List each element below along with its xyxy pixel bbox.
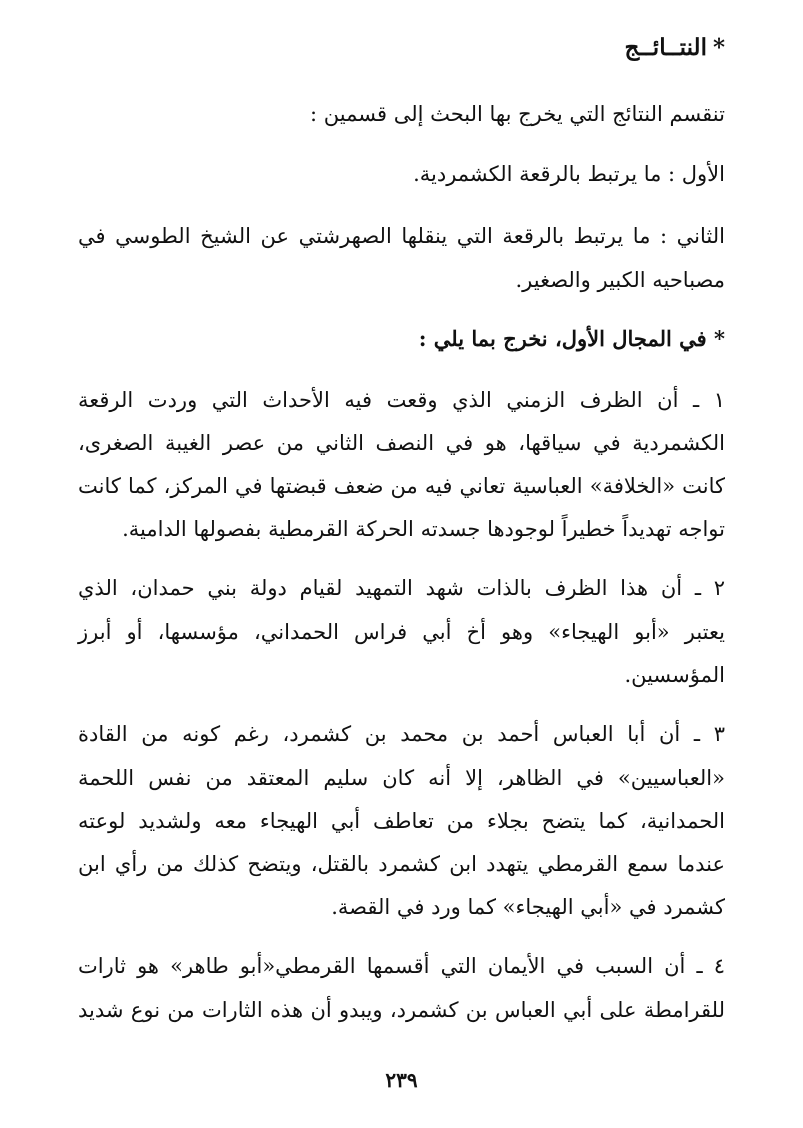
paragraph-1-line-3: كانت «الخلافة» العباسية تعاني فيه من ضعف قبضتها في المركز، كما كانت: [78, 474, 725, 498]
second-section-line-1: الثاني : ما يرتبط بالرقعة التي ينقلها الصهرشتي عن الشيخ الطوسي في: [78, 224, 725, 248]
paragraph-3-line-3: الحمدانية، كما يتضح بجلاء من تعاطف أبي الهيجاء معه ولشديد لوعته: [78, 809, 725, 833]
paragraph-3-line-2: «العباسيين» في الظاهر، إلا أنه كان سليم المعتقد من نفس اللحمة: [78, 766, 725, 790]
section-heading: [624, 34, 725, 61]
heading-star: *: [712, 34, 725, 61]
paragraph-3-line-1: ٣ ـ أن أبا العباس أحمد بن محمد بن كشمرد، رغم كونه من القادة: [78, 722, 725, 746]
paragraph-2-line-2: يعتبر «أبو الهيجاء» وهو أخ أبي فراس الحمداني، مؤسسها، أو أبرز: [78, 620, 725, 644]
paragraph-3-line-5: كشمرد في «أبي الهيجاء» كما ورد في القصة.: [331, 895, 725, 919]
second-section-line-2: مصباحيه الكبير والصغير.: [515, 268, 725, 292]
heading-title: النتــائــج: [624, 34, 707, 61]
first-section-line: الأول : ما يرتبط بالرقعة الكشمردية.: [413, 162, 725, 186]
paragraph-1-line-4: تواجه تهديداً خطيراً لوجودها جسدته الحركة القرمطية بفصولها الدامية.: [122, 517, 725, 541]
paragraph-4-line-1: ٤ ـ أن السبب في الأيمان التي أقسمها القرمطي«أبو طاهر» هو ثارات: [78, 954, 725, 978]
page-number: ٢٣٩: [385, 1068, 418, 1092]
paragraph-2-line-1: ٢ ـ أن هذا الظرف بالذات شهد التمهيد لقيام دولة بني حمدان، الذي: [78, 576, 725, 600]
paragraph-1-line-2: الكشمردية في سياقها، هو في النصف الثاني من عصر الغيبة الصغرى،: [78, 431, 725, 455]
intro-line: تنقسم النتائج التي يخرج بها البحث إلى قسمين :: [310, 102, 725, 126]
first-field-intro: * في المجال الأول، نخرج بما يلي :: [418, 326, 725, 351]
paragraph-1-line-1: ١ ـ أن الظرف الزمني الذي وقعت فيه الأحداث التي وردت الرقعة: [78, 388, 725, 412]
paragraph-4-line-2: للقرامطة على أبي العباس بن كشمرد، ويبدو أن هذه الثارات من نوع شديد: [78, 998, 725, 1022]
paragraph-3-line-4: عندما سمع القرمطي يتهدد ابن كشمرد بالقتل، ويتضح كذلك من رأي ابن: [78, 852, 725, 876]
paragraph-2-line-3: المؤسسين.: [624, 663, 725, 687]
